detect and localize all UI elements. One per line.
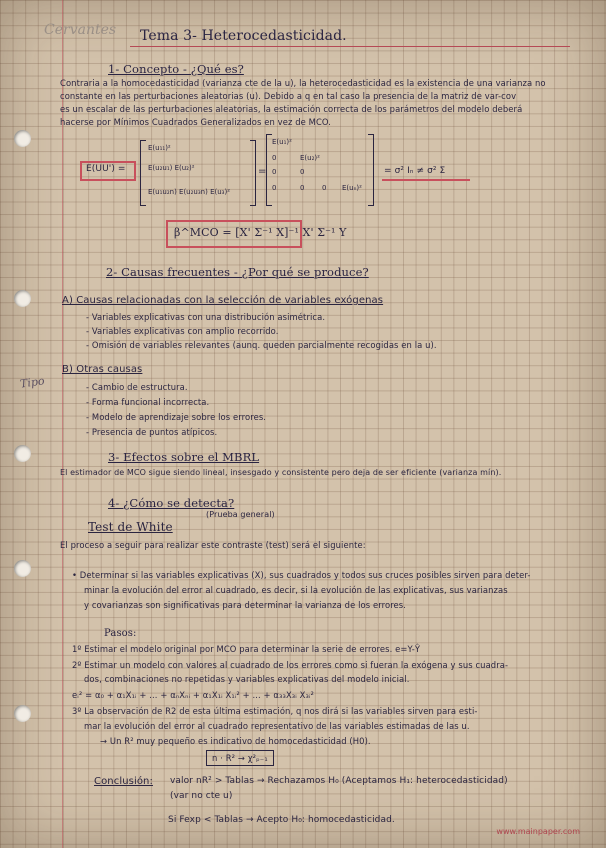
list-item: - Variables explicativas con amplio recorrido. — [86, 326, 279, 336]
conclusion-line: (var no cte u) — [170, 791, 233, 801]
matrix-bracket-right — [250, 140, 256, 206]
euu-label: E(UU') = — [86, 164, 126, 174]
matrix-cell: E(u₁u₂n) E(u₂u₃n) E(u₃)² — [148, 188, 230, 196]
step-line: 3º La observación de R2 de esta última estimación, q nos dirá si las variables sirven para esti- — [72, 706, 478, 716]
step-line: mar la evolución del error al cuadrado representativo de las variables estimadas de las u. — [84, 721, 470, 731]
step-line: 2º Estimar un modelo con valores al cuadrado de los errores como si fueran la exógena y sus cuadra- — [72, 660, 509, 670]
step-line: 1º Estimar el modelo original por MCO para determinar la serie de errores. e=Y-Ŷ — [72, 644, 421, 654]
brand-logo: Cervantes — [44, 22, 117, 38]
matrix-cell: E(u₂u₁) E(u₂)² — [148, 164, 195, 172]
conclusion-line: valor nR² > Tablas → Rechazamos H₀ (Aceptamos H₁: heterocedasticidad) — [170, 776, 508, 786]
matrix-cell: E(u₁₁)² — [148, 144, 171, 152]
conclusion-label: Conclusión: — [94, 776, 153, 787]
page-title: Tema 3- Heterocedasticidad. — [140, 28, 347, 44]
list-item: - Modelo de aprendizaje sobre los errores. — [86, 412, 267, 422]
subheading-b: B) Otras causas — [62, 364, 143, 375]
text-line: hacerse por Mínimos Cuadrados Generalizados en vez de MCO. — [60, 117, 332, 127]
step-line: → Un R² muy pequeño es indicativo de homocedasticidad (H0). — [100, 736, 371, 746]
list-item: - Omisión de variables relevantes (aunq. queden parcialmente recogidas en la u). — [86, 340, 437, 350]
text-line: es un escalar de las perturbaciones aleatorias, la estimación correcta de los parámetros del modelo deberá — [60, 104, 523, 114]
matrix-cell: 0 — [272, 168, 277, 176]
binder-hole — [14, 445, 31, 462]
gls-formula: β^MCO = [X' Σ⁻¹ X]⁻¹ X' Σ⁻¹ Y — [174, 226, 347, 239]
list-item: - Presencia de puntos atípicos. — [86, 427, 218, 437]
list-item: - Forma funcional incorrecta. — [86, 397, 210, 407]
matrix-bracket-right — [368, 134, 374, 206]
text-line: constante en las perturbaciones aleatorias (u). Debido a q en tal caso la presencia de la matriz de var-cov — [60, 91, 517, 101]
matrix-cell: 0 — [300, 168, 305, 176]
text-line: El estimador de MCO sigue siendo lineal, insesgado y consistente pero deja de ser eficiente (varianza mín). — [60, 468, 502, 477]
matrix-cell: E(u₁)² — [272, 138, 292, 146]
footer-url: www.mainpaper.com — [496, 827, 580, 836]
section-heading-deteccion: 4- ¿Cómo se detecta? — [108, 496, 235, 510]
rhs-expression: = σ² Iₙ ≠ σ² Σ — [384, 166, 446, 176]
matrix-cell: 0 — [300, 184, 305, 192]
list-item: - Cambio de estructura. — [86, 382, 188, 392]
matrix-cell: 0 — [272, 154, 277, 162]
step-line: dos, combinaciones no repetidas y variables explicativas del modelo inicial. — [84, 674, 410, 684]
test-note: (Prueba general) — [206, 510, 275, 519]
subheading-a: A) Causas relacionadas con la selección de variables exógenas — [62, 295, 384, 306]
side-label-tipo: Tipo — [19, 374, 46, 391]
text-line: El proceso a seguir para realizar este contraste (test) será el siguiente: — [60, 540, 366, 550]
bullet-line: minar la evolución del error al cuadrado, es decir, si la evolución de las explicativas, sus varianzas — [84, 585, 508, 595]
rhs-underline — [382, 179, 470, 181]
matrix-cell: E(uₙ)² — [342, 184, 362, 192]
matrix-cell: 0 — [322, 184, 327, 192]
bullet-line: y covarianzas son significativas para determinar la varianza de los errores. — [84, 600, 407, 610]
binder-hole — [14, 705, 31, 722]
binder-hole — [14, 130, 31, 147]
section-heading-efectos: 3- Efectos sobre el MBRL — [108, 450, 260, 464]
list-item: - Variables explicativas con una distribución asimétrica. — [86, 312, 326, 322]
conclusion-line: Si Fexp < Tablas → Acepto H₀: homocedasticidad. — [168, 815, 395, 825]
matrix-bracket-left — [140, 140, 146, 206]
pasos-heading: Pasos: — [104, 628, 137, 639]
binder-hole — [14, 290, 31, 307]
section-heading-causas: 2- Causas frecuentes - ¿Por qué se produce? — [106, 265, 369, 279]
matrix-cell: E(u₂)² — [300, 154, 320, 162]
nr-statistic: n · R² → χ²ₚ₋₁ — [212, 753, 268, 763]
bullet-line: • Determinar si las variables explicativas (X), sus cuadrados y todos sus cruces posibles sirven para deter- — [72, 570, 531, 580]
margin-line — [62, 0, 63, 848]
binder-hole — [14, 560, 31, 577]
section-heading-concepto: 1- Concepto - ¿Qué es? — [108, 62, 244, 76]
test-title: Test de White — [88, 520, 173, 534]
matrix-cell: 0 — [272, 184, 277, 192]
title-underline — [130, 46, 570, 47]
step-equation: eᵢ² = α₀ + α₁X₁ᵢ + ... + αₙXₙᵢ + α₁X₁ᵢ X₁ᵢ² + ... + α₃₃X₃ᵢ X₃ᵢ² — [72, 690, 314, 700]
equals-sign: = — [258, 166, 267, 177]
text-line: Contraria a la homocedasticidad (varianza cte de la u), la heterocedasticidad es la existencia de una varianza no — [60, 78, 546, 88]
